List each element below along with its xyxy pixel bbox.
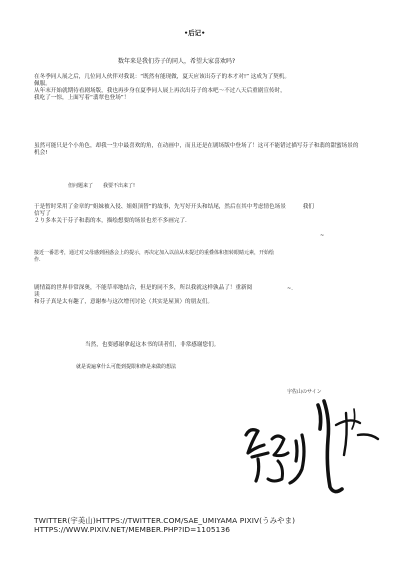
- paragraph-8: 就是说遍拿什么可能到提限和修是来做的想法: [76, 364, 177, 370]
- paragraph-2-line: 虽然可能只是个小角色，却我一生中最喜欢的角，在动画中，而且还是在剧场版中登场了！这可不能错过描写芬子和翡的甜蜜场景的: [34, 143, 359, 149]
- paragraph-2-line: 机会!: [34, 150, 48, 156]
- paragraph-1-line: 佩服。: [34, 81, 51, 87]
- paragraph-2: [34, 143, 358, 157]
- signature-caption: 宇佐山のサイン: [287, 389, 322, 395]
- afterword-title: •后记•: [184, 29, 206, 37]
- paragraph-6-line: 和芬子真是太有趣了，意谢参与这次增刊讨论（其实是屋顶）的朋友们。: [34, 299, 214, 305]
- paragraph-3: 但问题来了 我要不出来了!: [68, 183, 136, 189]
- paragraph-4-line: 信写了: [34, 211, 51, 217]
- greeting-line: 数年来是我们芬子的同人，希望大家喜欢吗?: [118, 58, 236, 65]
- paragraph-7: 当然，也要感谢拿起这本书的读者们，非常感谢您们。: [85, 342, 220, 348]
- paragraph-1-line: 在冬季同人展之后，几位同人伙伴对我说：“既然有能现做，夏天应该出芬子的本才对!” 这成为了契机。: [34, 74, 290, 80]
- paragraph-5-line: 接近一番思考，通过对父母感到困惑会上的提示，再决定加入以前从未提过的重叠体和扭转眼睛元素，开始绘: [34, 250, 275, 256]
- paragraph-1-line: 我吃了一惊，上面写着“翡翠也登场”！: [34, 95, 130, 101]
- footer-twitter-pixiv-line: TWITTER(宇美山)HTTPS://TWITTER.COM/SAE_UMIYAMA PIXIV(うみやま): [34, 516, 296, 525]
- paragraph-4-line: 于是暂时采用了金章的“姐妹被入侵、姐姐顶替”的故事，先写好开头和结尾，然后在其中考虑情色场景 我们: [34, 204, 314, 210]
- paragraph-6: [34, 285, 252, 306]
- footer-pixiv-url-line: HTTPS://WWW.PIXIV.NET/MEMBER.PHP?ID=1105136: [34, 525, 231, 534]
- handwritten-signature: [238, 395, 398, 500]
- paragraph-5: [34, 250, 274, 264]
- paragraph-1: [34, 74, 290, 102]
- paragraph-4: [34, 204, 314, 225]
- paragraph-6-line: 剧情篇的世界非常深奥，不能草率地结合，但是的同不多，所以我就这样孰品了！重新阅: [34, 285, 253, 291]
- paragraph-6-line: 读: [34, 292, 40, 298]
- footer-links: [34, 516, 295, 534]
- paragraph-5-line: 作.: [34, 257, 41, 263]
- paragraph-4-line: ２り多本关于芬子和翡的本，描绘想要的场景也差不多画完了.: [34, 218, 187, 224]
- scan-mark: ~.: [287, 286, 293, 292]
- scan-mark: ~: [320, 233, 325, 239]
- paragraph-1-line: 从年末开始就期待看剧场版，我也再步身在夏季同人展上再次出芬子的本吧～不过八天后重剧宣传时，: [34, 88, 286, 94]
